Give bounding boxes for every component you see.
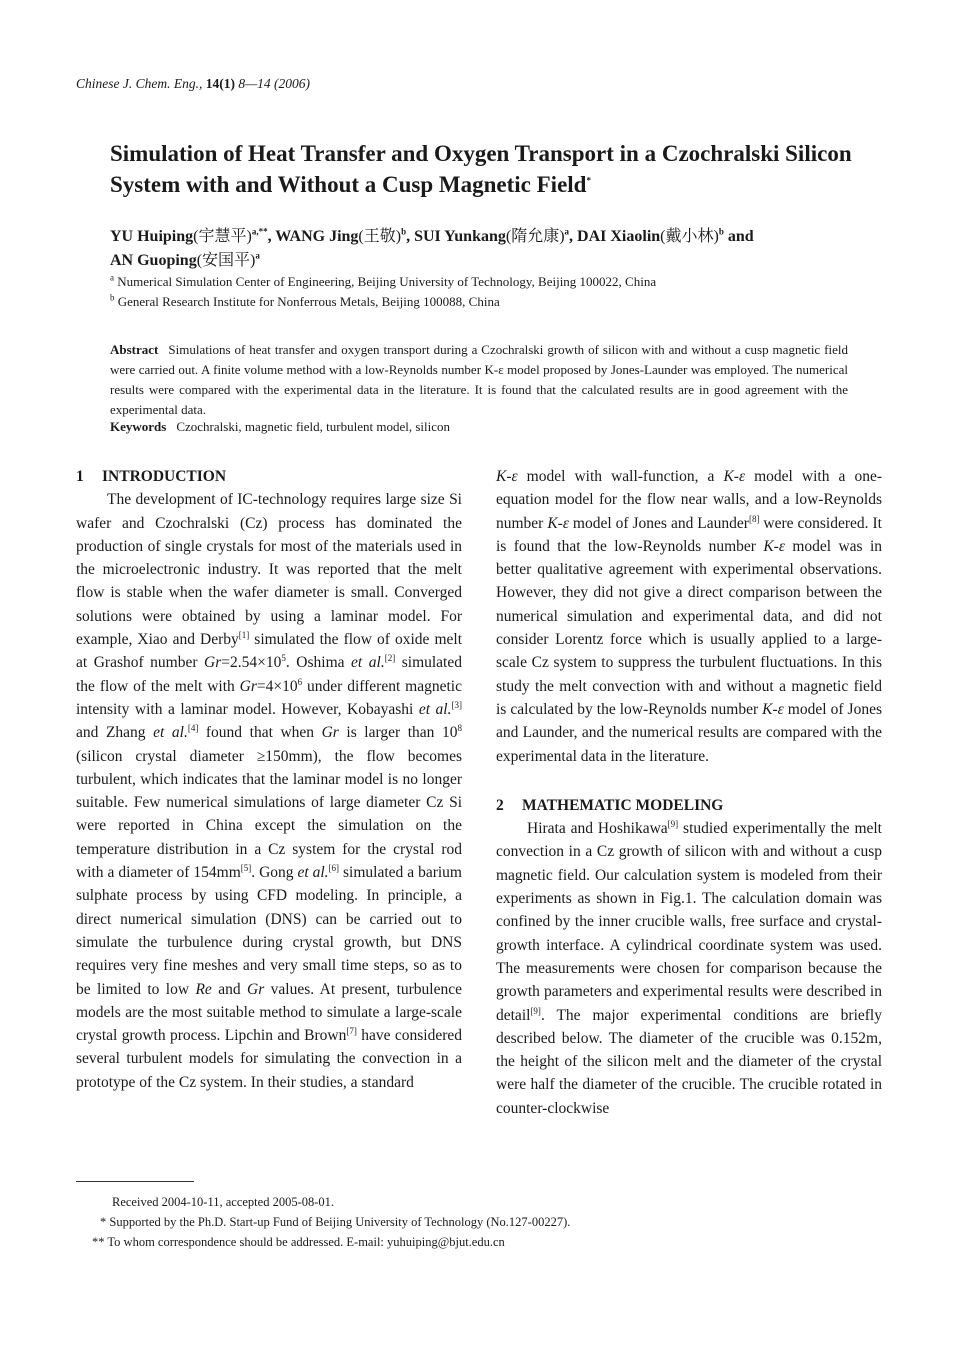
- footnote-support: * Supported by the Ph.D. Start-up Fund of Beijing University of Technology (No.127-00227).: [100, 1215, 571, 1229]
- affiliation-a: $^a$ Numerical Simulation Center of Engineering, Beijing University of Technology, Beijing 100022, China: [110, 272, 657, 289]
- author: YU Huiping(宇慧平)$^{a,**}$,: [110, 226, 276, 245]
- section-heading-mathematic-modeling: 2 MATHEMATIC MODELING: [496, 796, 724, 814]
- journal-citation: [76, 76, 310, 92]
- affiliation-b: $^b$ General Research Institute for Nonferrous Metals, Beijing 100088, China: [110, 292, 500, 309]
- author: DAI Xiaolin(戴小林)$^b$ and: [577, 226, 754, 245]
- keywords-label: Keywords: [110, 419, 167, 434]
- title-footnote-mark: *: [586, 175, 591, 186]
- paper-title: [110, 138, 870, 200]
- right-column: [496, 465, 882, 1120]
- journal-volume: 14(1): [205, 76, 235, 91]
- keywords: [110, 419, 450, 435]
- section-heading-introduction: 1 INTRODUCTION: [76, 468, 227, 485]
- footnote-correspondence: ** To whom correspondence should be addressed. E-mail: yuhuiping@bjut.edu.cn: [92, 1235, 505, 1249]
- author: AN Guoping(安国平)$^a$: [110, 250, 260, 269]
- abstract-text: Simulations of heat transfer and oxygen transport during a Czochralski growth of silicon with and without a cusp magnetic field were carried out. A finite volume method with a low-Reynolds number K-ε model proposed by Jones-Launder was employed. The numerical results were compared with the experimental data in the literature. It is found that the calculated results are in good agreement with the experimental data.: [110, 342, 848, 417]
- author: SUI Yunkang(隋允康)$^a$,: [414, 226, 578, 245]
- author: WANG Jing(王敬)$^b$,: [275, 226, 415, 245]
- abstract-label: Abstract: [110, 342, 159, 357]
- footnotes: [76, 1192, 570, 1252]
- keywords-text: Czochralski, magnetic field, turbulent model, silicon: [176, 419, 450, 434]
- author-list: [110, 225, 870, 273]
- journal-pages-year: 8—14 (2006): [238, 76, 310, 91]
- journal-name: Chinese J. Chem. Eng.,: [76, 76, 203, 91]
- paper-title-text: Simulation of Heat Transfer and Oxygen Transport in a Czochralski Silicon System with and Without a Cusp Magnetic Field: [110, 141, 852, 197]
- intro-paragraph-continued: K-ε model with wall-function, a K-ε model with a one-equation model for the flow near walls, and a low-Reynolds number K-ε model of Jones and Launder[8] were considered. It is found that the low-Reynolds number K-ε model was in better qualitative agreement with experimental observations. However, they did not give a direct comparison between the numerical simulation and experimental data, and did not consider Lorentz force which is usually applied to a large-scale Cz system to suppress the turbulent fluctuations. In this study the melt convection with and without a magnetic field is calculated by the low-Reynolds number K-ε model of Jones and Launder, and the numerical results are compared with the experimental data in the literature.: [496, 468, 883, 765]
- math-paragraph: Hirata and Hoshikawa[9] studied experimentally the melt convection in a Cz growth of silicon with and without a cusp magnetic field. Our calculation system is modeled from their experiments as shown in Fig.1. The calculation domain was confined by the inner crucible walls, free surface and crystal-growth interface. A cylindrical coordinate system was used. The measurements were chosen for comparison because the growth parameters and experimental results were described in detail[9]. The major experimental conditions are briefly described below. The diameter of the crucible was 0.152m, the height of the silicon melt and the diameter of the crystal were half the diameter of the crucible. The crucible rotated in counter-clockwise: [496, 819, 882, 1117]
- abstract: [110, 340, 848, 420]
- left-column: [76, 465, 462, 1094]
- intro-paragraph: The development of IC-technology requires large size Si wafer and Czochralski (Cz) process has dominated the production of single crystals for most of the materials used in the microelectronic industry. It was reported that the melt flow is stable when the wafer diameter is small. Converged solutions were obtained by using a laminar model. For example, Xiao and Derby[1] simulated the flow of oxide melt at Grashof number $Gr=2.54\times 10^5$. Oshima et al.[2] simulated the flow of the melt with $Gr=4\times 10^6$ under different magnetic intensity with a laminar model. However, Kobayashi et al.[3] and Zhang et al.[4] found that when Gr is larger than $10^8$ (silicon crystal diameter ≥150mm), the flow becomes turbulent, which indicates that the laminar model is no longer suitable. Few numerical simulations of large diameter Cz Si were reported in China except the simulation on the temperature distribution in a Cz system for the crystal rod with a diameter of 154mm[5]. Gong et al.[6] simulated a barium sulphate process by using CFD modeling. In principle, a direct numerical simulation (DNS) can be carried out to simulate the turbulence during crystal growth, but DNS requires very fine meshes and very small time steps, so as to be limited to low Re and Gr values. At present, turbulence models are the most suitable method to simulate a large-scale crystal growth process. Lipchin and Brown[7] have considered several turbulent models for simulating the convection in a prototype of the Cz system. In their studies, a standard: [76, 491, 463, 1091]
- footnote-divider: [76, 1181, 194, 1182]
- footnote-received: Received 2004-10-11, accepted 2005-08-01.: [112, 1195, 335, 1209]
